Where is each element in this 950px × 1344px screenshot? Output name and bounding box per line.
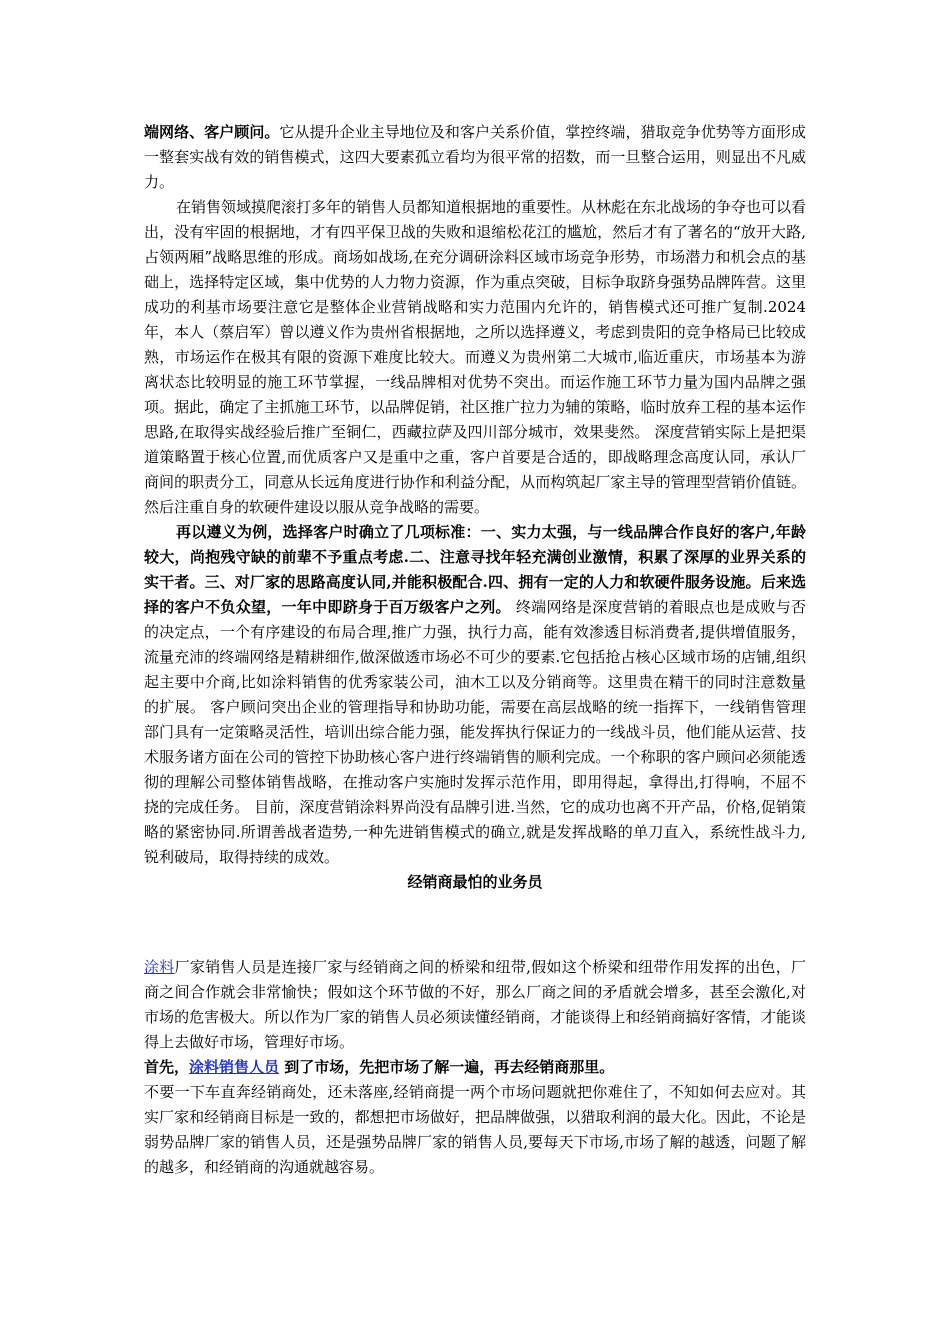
salesperson-role-text: 厂家销售人员是连接厂家与经销商之间的桥梁和纽带,假如这个桥梁和纽带作用发挥的出色，厂商之间合作就会非常愉快；假如这个环节做的不好，那么厂商之间的矛盾就会增多，甚至会激化,对市场的危害极大。所以作为厂家的销售人员必须读懂经销商，才能谈得上和经销商搞好客情，才能谈得上去做好市场，管理好市场。 [144,958,806,1051]
paragraph-intro [144,120,806,195]
client-criteria-text: 终端网络是深度营销的着眼点也是成败与否的决定点，一个有序建设的布局合理,推广力强，执行力高，能有效渗透目标消费者,提供增值服务，流量充沛的终端网络是精耕细作,做深做透市场必不可少的要素.它包括抢占核心区域市场的店铺,组织起主要中介商,比如涂料销售的优秀家装公司，油木工以及分销商等。这里贵在精干的同时注意数量的扩展。 客户顾问突出企业的管理指导和协助功能，需要在高层战略的统一指挥下，一线销售管理部门具有一定策略灵活性，培训出综合能力强，能发挥执行保证力的一线战斗员，他们能从运营、技术服务诸方面在公司的管控下协助核心客户进行终端销售的顺利完成。一个称职的客户顾问必须能透彻的理解公司整体销售战略，在推动客户实施时发挥示范作用，即用得起，拿得出,打得响，不屈不挠的完成任务。 目前，深度营销涂料界尚没有品牌引进.当然，它的成功也离不开产品，价格,促销策略的紧密协同.所谓善战者造势,一种先进销售模式的确立,就是发挥战略的单刀直入，系统性战斗力,锐利破局，取得持续的成效。 [144,598,806,866]
spacer [144,895,806,955]
paragraph-base-market: 在销售领域摸爬滚打多年的销售人员都知道根据地的重要性。从林彪在东北战场的争夺也可以看出，没有牢固的根据地，才有四平保卫战的失败和退缩松花江的尴尬，然后才有了著名的“放开大路,占领两厢”战略思维的形成。商场如战场,在充分调研涂料区域市场竞争形势，市场潜力和机会点的基础上，选择特定区域，集中优势的人力物力资源，作为重点突破，目标争取跻身强势品牌阵营。这里成功的利基市场要注意它是整体企业营销战略和实力范围内允许的，销售模式还可推广复制.2024年，本人（蔡启军）曾以遵义作为贵州省根据地，之所以选择遵义，考虑到贵阳的竞争格局已比较成熟，市场运作在极其有限的资源下难度比较大。而遵义为贵州第二大城市,临近重庆，市场基本为游离状态比较明显的施工环节掌握，一线品牌相对优势不突出。而运作施工环节力量为国内品牌之强项。据此，确定了主抓施工环节，以品牌促销，社区推广拉力为辅的策略，临时放弃工程的基本运作思路,在取得实战经验后推广至铜仁，西藏拉萨及四川部分城市，效果斐然。 深度营销实际上是把渠道策略置于核心位置,而优质客户又是重中之重，客户首要是合适的，即战略理念高度认同，承认厂商间的职责分工，同意从长远角度进行协作和利益分配，从而构筑起厂家主导的管理型营销价值链。然后注重自身的软硬件建设以服从竞争战略的需要。 [144,198,807,516]
section-heading: 经销商最怕的业务员 [407,873,543,891]
document-page [144,120,806,1180]
coating-sales-link[interactable]: 涂料销售人员 [189,1058,280,1076]
paragraph-market-knowledge: 不要一下车直奔经销商处，还未落座,经销商提一两个市场问题就把你难住了，不知如何去应对。其实厂家和经销商目标是一致的，都想把市场做好，把品牌做强，以猎取利润的最大化。因此，不论是弱势品牌厂家的销售人员，还是强势品牌厂家的销售人员,要每天下市场,市场了解的越透，问题了解的越多，和经销商的沟通就越容易。 [144,1083,806,1176]
client-criteria-bold: 再以遵义为例，选择客户时确立了几项标准：一、实力太强，与一线品牌合作良好的客户,年龄较大，尚抱残守缺的前辈不予重点考虑.二、注意寻找年轻充满创业激情，积累了深厚的业界关系的实干者。三、对厂家的思路高度认同,并能积极配合.四、拥有一定的人力和软硬件服务设施。后来选择的客户不负众望，一年中即跻身于百万级客户之列。 [144,523,806,616]
intro-bold-lead: 端网络、客户顾问。 [144,123,280,141]
paragraph-client-criteria [144,520,806,870]
first-step-prefix: 首先， [144,1058,190,1076]
paragraph-first-step [144,1055,806,1080]
intro-text: 它从提升企业主导地位及和客户关系价值，掌控终端，猎取竞争优势等方面形成一整套实战有效的销售模式，这四大要素孤立看均为很平常的招数，而一旦整合运用，则显出不凡威力。 [144,123,806,191]
coating-link[interactable]: 涂料 [144,958,175,976]
first-step-suffix: 到了市场，先把市场了解一遍，再去经销商那里。 [279,1058,615,1076]
paragraph-salesperson-role [144,955,806,1055]
